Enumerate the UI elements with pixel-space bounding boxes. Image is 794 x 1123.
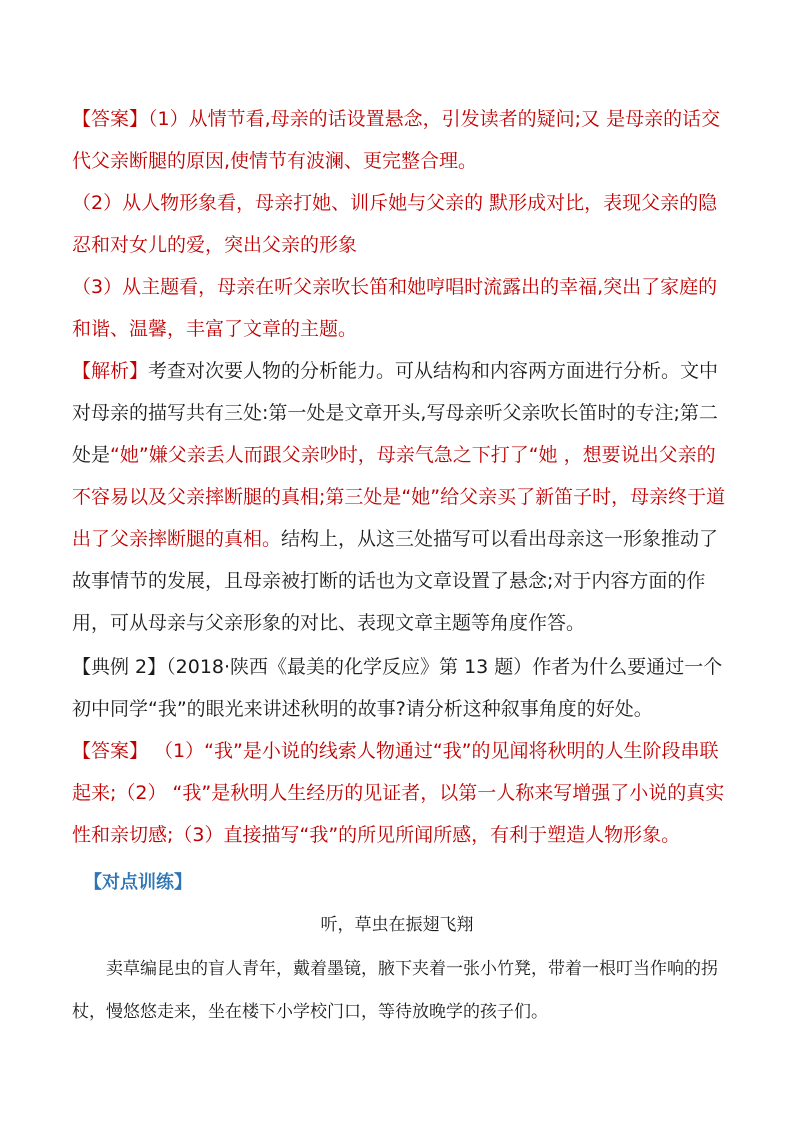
analysis-text-c: 结构上，从这三处描写可以看出母亲这一形象推动了故事情节的发展，且母亲被打断的话也为文章设置了悬念;对于内容方面的作用，可从母亲与父亲形象的对比、表现文章主题等角度作答。 (72, 528, 719, 634)
answer-2-label: 【答案】 (72, 740, 149, 762)
analysis-text-a: 考查对次要人物的分析能力。可从结构和内容两方面进行分析。文中对母亲的描写共有三处:第一处是文章开头,写母亲听父亲吹长笛时的专注;第二处是 (72, 360, 719, 466)
analysis-text-b: “她”嫌父亲丢人而跟父亲吵时，母亲气急之下打了“她 ，想要说出父亲的不容易以及父亲摔断腿的真相;第三处是“她”给父亲买了新笛子时，母亲终于道出了父亲摔断腿的真相。 (72, 444, 726, 550)
answer-1-paragraph-2: （2）从人物形象看，母亲打她、训斥她与父亲的 默形成对比，表现父亲的隐忍和对女儿的爱，突出父亲的形象 (72, 192, 718, 256)
training-section-label: 【对点训练】 (84, 872, 192, 893)
analysis-label: 【解析】 (72, 360, 149, 382)
analysis-paragraph (72, 350, 732, 644)
story-paragraph: 卖草编昆虫的盲人青年，戴着墨镜，腋下夹着一张小竹凳，带着一根叮当作响的拐杖，慢悠悠走来，坐在楼下小学校门口，等待放晚学的孩子们。 (72, 959, 718, 1022)
answer-1-paragraph-1 (72, 98, 732, 182)
answer-label: 【答案】 (72, 108, 149, 130)
answer-1-paragraph-3: （3）从主题看，母亲在听父亲吹长笛和她哼唱时流露出的幸福,突出了家庭的和谐、温馨，丰富了文章的主题。 (72, 276, 718, 340)
answer-2-text: （1）“我”是小说的线索人物通过“我”的见闻将秋明的人生阶段串联起来;（2） “我”是秋明人生经历的见证者，以第一人称来写增强了小说的真实性和亲切感;（3）直接描写“我”的所见所闻所感，有利于塑造人物形象。 (72, 740, 725, 846)
example-2-question: （2018·陕西《最美的化学反应》第 13 题）作者为什么要通过一个初中同学“我”的眼光来讲述秋明的故事?请分析这种叙事角度的好处。 (72, 656, 723, 720)
example-2-paragraph (72, 646, 732, 730)
answer-2-paragraph (72, 730, 732, 856)
answer-1-item-1: （1）从情节看,母亲的话设置悬念，引发读者的疑问;又 是母亲的话交代父亲断腿的原因,使情节有波澜、更完整合理。 (72, 108, 721, 172)
example-2-label: 【典例 2】 (72, 656, 167, 678)
story-title: 听，草虫在振翅飞翔 (320, 915, 474, 935)
